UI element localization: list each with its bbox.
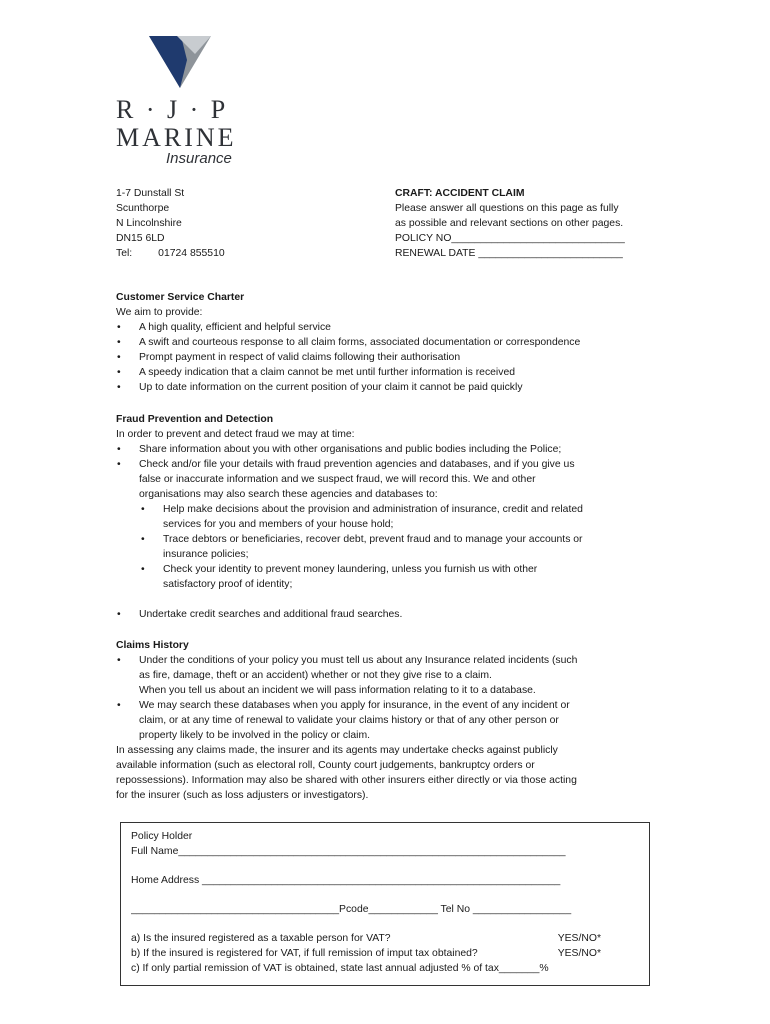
tel-number: 01724 855510	[158, 248, 225, 259]
text-line: available information (such as electoral roll, County court judgements, bankruptcy orders or	[116, 760, 535, 771]
list-item: • Up to date information on the current position of your claim it cannot be paid quickly	[139, 380, 656, 395]
list-item	[139, 457, 656, 592]
section-heading: Customer Service Charter	[116, 292, 245, 303]
list-item: • Undertake credit searches and additional fraud searches.	[139, 607, 656, 622]
text-line: • We may search these databases when you apply for insurance, in the event of any incident or	[139, 700, 570, 711]
list-item	[139, 653, 656, 698]
fraud-list	[116, 442, 656, 622]
list-item	[163, 562, 656, 592]
list-item: • A high quality, efficient and helpful service	[139, 320, 656, 335]
text-line: organisations may also search these agencies and databases to:	[139, 489, 438, 500]
text-line: satisfactory proof of identity;	[163, 579, 293, 590]
charter-list	[116, 320, 656, 395]
claims-paragraph	[116, 743, 656, 803]
text-line: claim, or at any time of renewal to validate your claims history or that of any other person or	[139, 715, 559, 726]
form-title: Policy Holder	[131, 831, 193, 842]
customer-service-charter	[116, 290, 656, 395]
text-line: repossessions). Information may also be shared with other insurers either directly or via those acting	[116, 775, 577, 786]
vat-question-a	[131, 931, 641, 946]
vat-question-text: b) If the insured is registered for VAT, if full remission of imput tax obtained?	[131, 948, 478, 959]
claim-instructions: Please answer all questions on this page as fully	[395, 203, 619, 214]
text-line: • Check your identity to prevent money laundering, unless you furnish us with other	[163, 564, 538, 575]
vat-question-text: a) Is the insured registered as a taxable person for VAT?	[131, 933, 391, 944]
text-line: insurance policies;	[163, 549, 249, 560]
text-line: • Under the conditions of your policy you must tell us about any Insurance related incidents (such	[139, 655, 578, 666]
fraud-sub-list	[139, 502, 656, 592]
fraud-prevention	[116, 412, 656, 622]
address-pcode-tel-field[interactable]: ____________________________________Pcode____________ Tel No _________________	[131, 904, 572, 915]
section-heading: Fraud Prevention and Detection	[116, 414, 274, 425]
list-item: • A speedy indication that a claim cannot be met until further information is received	[139, 365, 656, 380]
text-line: for the insurer (such as loss adjusters or investigators).	[116, 790, 369, 801]
telephone	[116, 246, 366, 261]
text-line: • Trace debtors or beneficiaries, recover debt, prevent fraud and to manage your accounts or	[163, 534, 583, 545]
claims-history	[116, 638, 656, 803]
home-address-field[interactable]: Home Address ______________________________________________________________	[131, 875, 561, 886]
vat-a-answer[interactable]: YES/NO*	[557, 933, 601, 944]
section-heading: Claims History	[116, 640, 189, 651]
address-line: 1-7 Dunstall St	[116, 188, 185, 199]
list-item	[139, 698, 656, 743]
text-line: as fire, damage, theft or an accident) whether or not they give rise to a claim.	[139, 670, 492, 681]
logo-name: MARINE	[116, 123, 237, 152]
text-line: services for you and members of your house hold;	[163, 519, 394, 530]
logo-letters: R · J · P	[116, 95, 229, 124]
text-line: In assessing any claims made, the insurer and its agents may undertake checks against publicly	[116, 745, 558, 756]
policy-holder-form	[120, 822, 650, 986]
claim-heading: CRAFT: ACCIDENT CLAIM	[395, 188, 525, 199]
address-line: N Lincolnshire	[116, 218, 182, 229]
section-intro: We aim to provide:	[116, 307, 203, 318]
tel-label: Tel:	[116, 248, 133, 259]
list-item: • Share information about you with other organisations and public bodies including the Police;	[139, 442, 656, 457]
text-line: • Help make decisions about the provision and administration of insurance, credit and related	[163, 504, 583, 515]
claim-header	[395, 186, 665, 261]
list-item	[163, 532, 656, 562]
list-item: • Prompt payment in respect of valid claims following their authorisation	[139, 350, 656, 365]
list-item: • A swift and courteous response to all claim forms, associated documentation or correspondence	[139, 335, 656, 350]
text-line: • Check and/or file your details with fraud prevention agencies and databases, and if you give us	[139, 459, 575, 470]
text-line: property likely to be involved in the policy or claim.	[139, 730, 371, 741]
text-line: When you tell us about an incident we will pass information relating to it to a database.	[139, 685, 536, 696]
claims-history-list	[116, 653, 656, 743]
section-intro: In order to prevent and detect fraud we may at time:	[116, 429, 355, 440]
policy-no-field[interactable]: POLICY NO______________________________	[395, 233, 625, 244]
vat-question-b	[131, 946, 641, 961]
full-name-field[interactable]: Full Name___________________________________________________________________	[131, 846, 566, 857]
logo-tagline: Insurance	[166, 150, 232, 167]
company-address	[116, 186, 366, 261]
renewal-date-field[interactable]: RENEWAL DATE _________________________	[395, 248, 623, 259]
address-line: Scunthorpe	[116, 203, 170, 214]
text-line: false or inaccurate information and we suspect fraud, we will record this. We and other	[139, 474, 536, 485]
rjp-logo-icon	[147, 32, 213, 90]
vat-question-c[interactable]: c) If only partial remission of VAT is obtained, state last annual adjusted % of tax_______%	[131, 963, 549, 974]
vat-b-answer[interactable]: YES/NO*	[557, 948, 601, 959]
list-item	[163, 502, 656, 532]
address-line: DN15 6LD	[116, 233, 165, 244]
claim-instructions: as possible and relevant sections on other pages.	[395, 218, 624, 229]
